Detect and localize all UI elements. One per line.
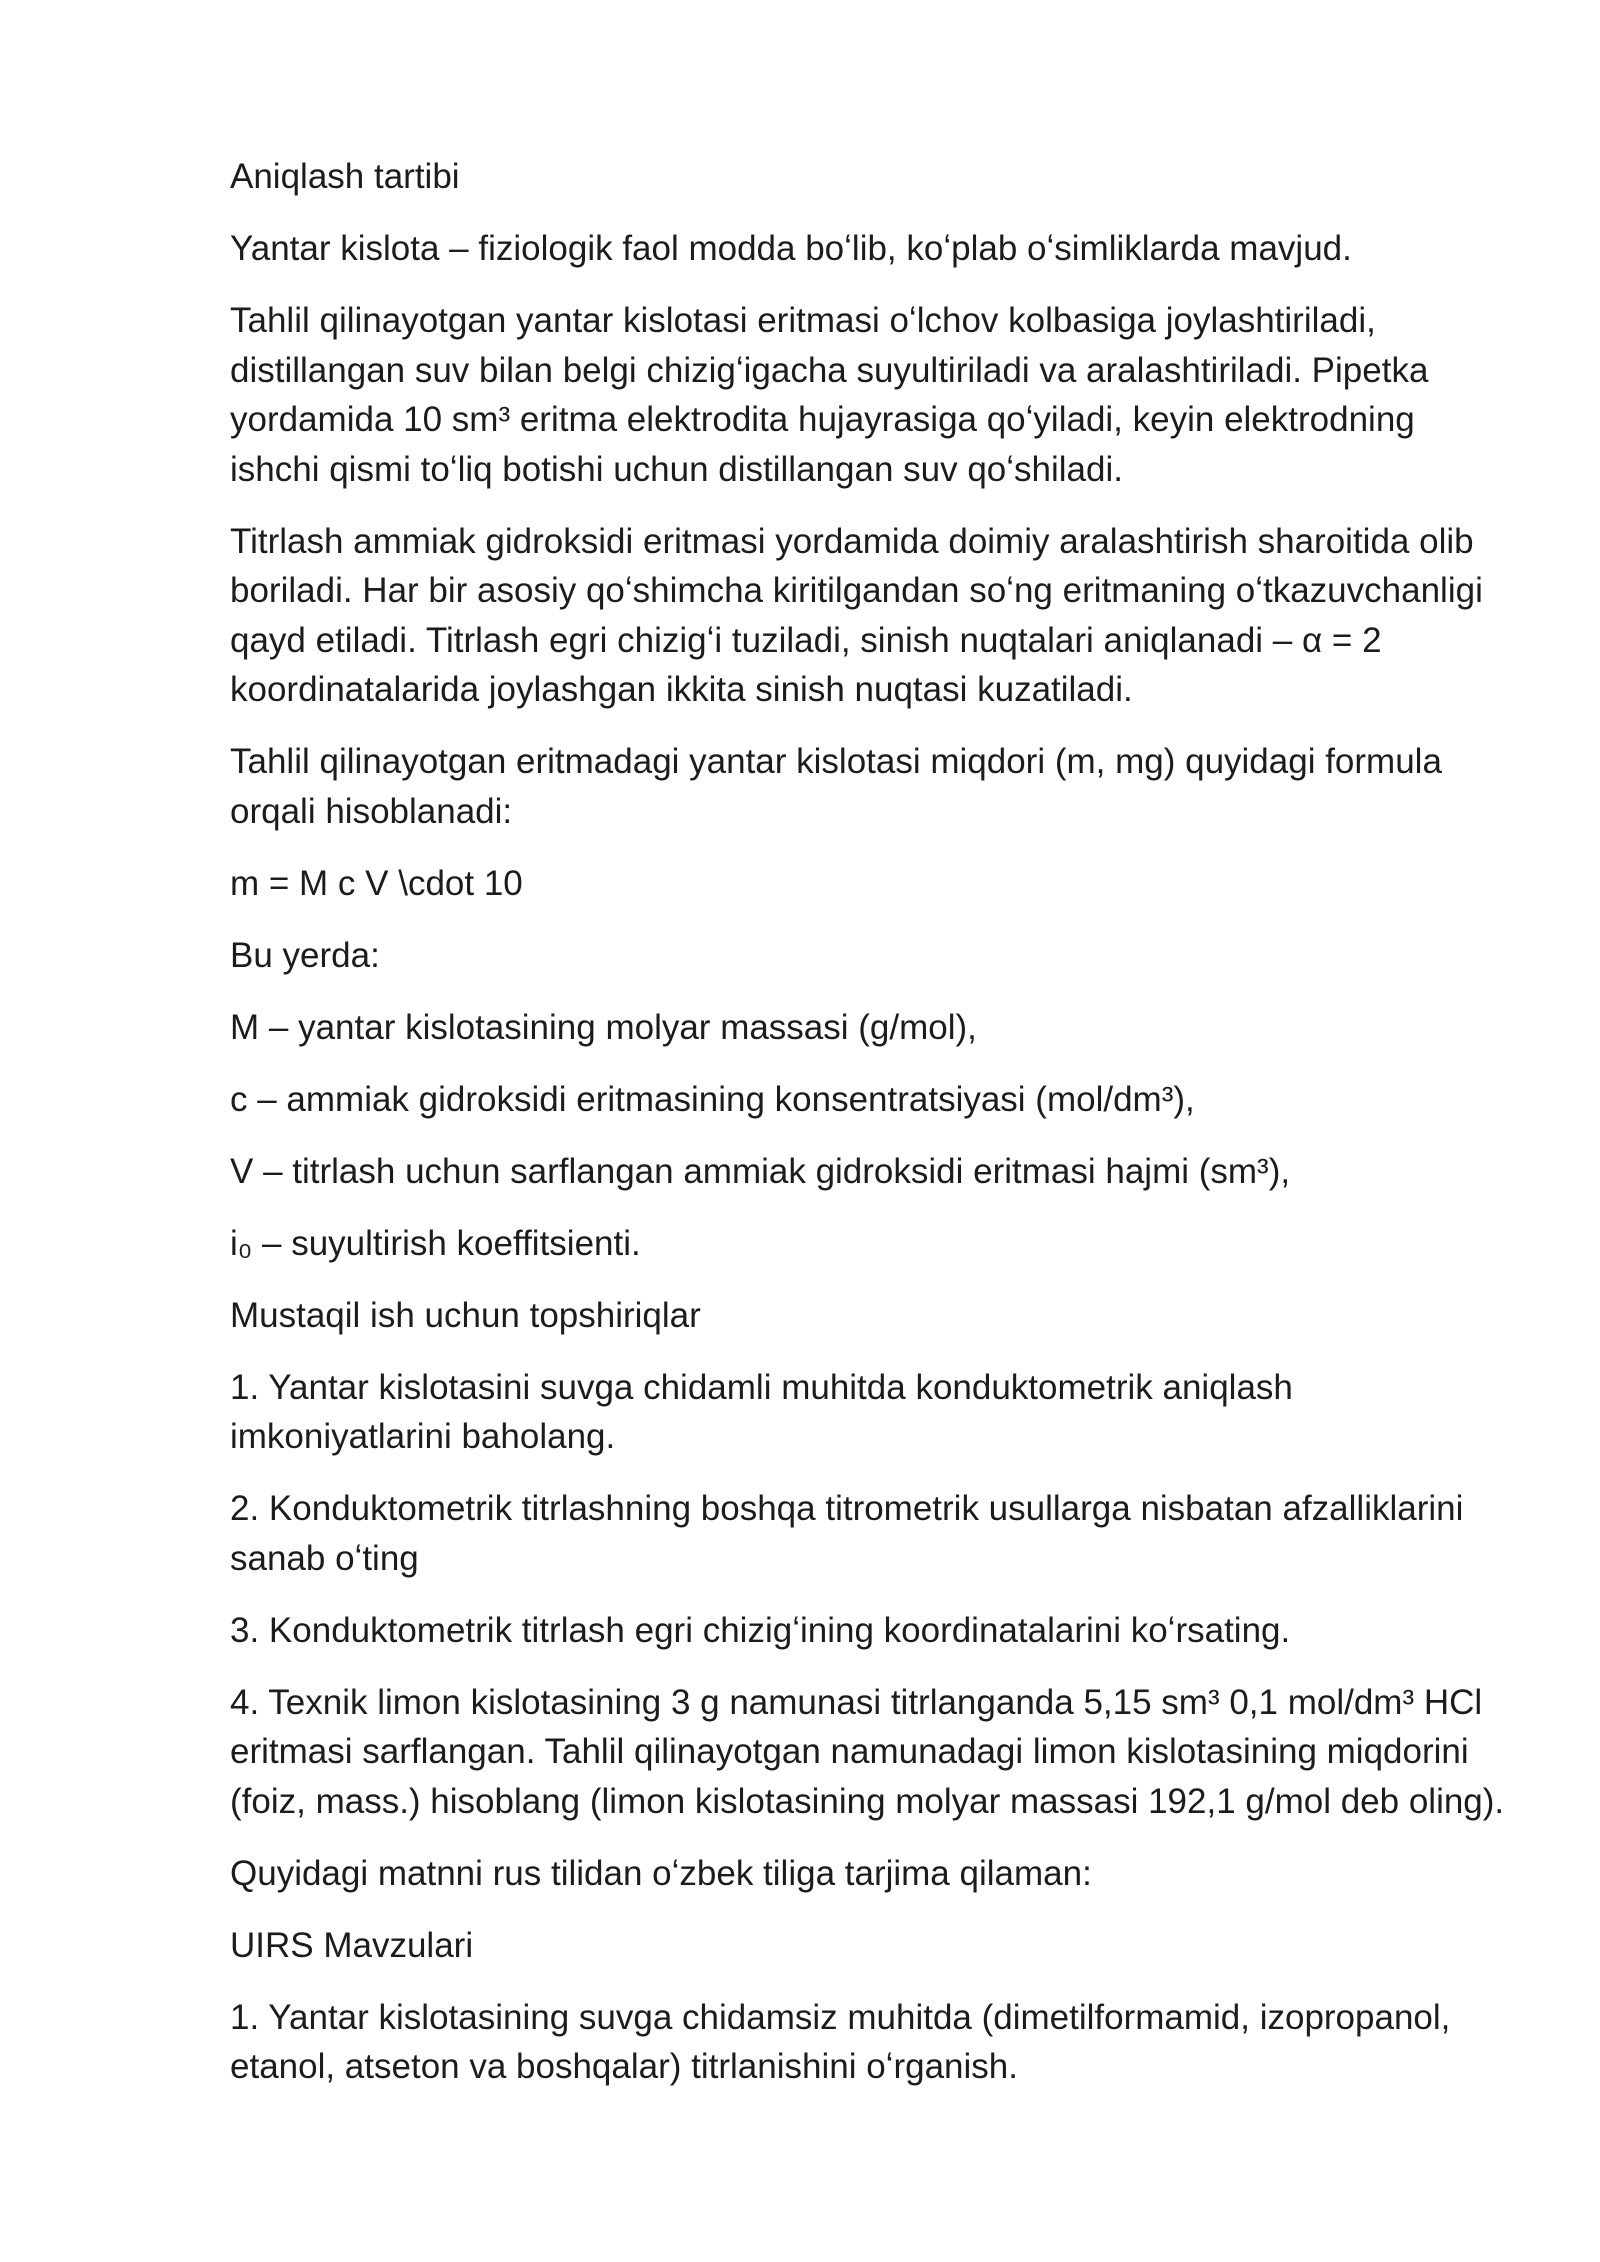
paragraph-line: orqali hisoblanadi:	[230, 791, 513, 831]
intro-text: Yantar kislota – fiziologik faol modda boʻlib, koʻplab oʻsimliklarda mavjud.	[230, 229, 1352, 268]
task-line: sanab oʻting	[230, 1538, 419, 1578]
task-line: 3. Konduktometrik titrlash egri chizigʻining koordinatalarini koʻrsating.	[230, 1610, 1291, 1650]
uirs-topic-line: 1. Yantar kislotasining suvga chidamsiz muhitda (dimetilformamid, izopropanol,	[230, 1997, 1451, 2037]
procedure-paragraph-sample-prep	[230, 296, 1600, 494]
formula	[230, 859, 1600, 909]
paragraph-line: qayd etiladi. Titrlash egri chizigʻi tuziladi, sinish nuqtalari aniqlanadi – α = 2	[230, 620, 1382, 660]
paragraph-line: Tahlil qilinayotgan eritmadagi yantar kislotasi miqdori (m, mg) quyidagi formula	[230, 742, 1442, 781]
uirs-topic-1	[230, 1993, 1600, 2092]
translation-note	[230, 1849, 1600, 1899]
uirs-heading	[230, 1921, 1600, 1971]
intro-paragraph	[230, 224, 1600, 274]
section-title-text: Aniqlash tartibi	[230, 157, 460, 196]
task-item-2	[230, 1484, 1600, 1583]
tasks-heading	[230, 1291, 1600, 1341]
task-line: imkoniyatlarini baholang.	[230, 1417, 616, 1456]
where-label-text: Bu yerda:	[230, 935, 380, 975]
translation-note-text: Quyidagi matnni rus tilidan oʻzbek tiliga tarjima qilaman:	[230, 1853, 1092, 1893]
paragraph-line: distillangan suv bilan belgi chizigʻigacha suyultiriladi va aralashtiriladi. Pipetka	[230, 350, 1429, 390]
variable-definition-m	[230, 1003, 1600, 1053]
section-title	[230, 152, 1600, 202]
uirs-heading-text: UIRS Mavzulari	[230, 1925, 474, 1965]
paragraph-line: ishchi qismi toʻliq botishi uchun distillangan suv qoʻshiladi.	[230, 449, 1123, 489]
paragraph-line: koordinatalarida joylashgan ikkita sinish nuqtasi kuzatiladi.	[230, 670, 1133, 709]
task-item-4	[230, 1678, 1600, 1827]
variable-definition: i₀ – suyultirish koeffitsienti.	[230, 1223, 641, 1263]
formula-text: m = M c V \cdot 10	[230, 863, 523, 903]
uirs-topic-line: etanol, atseton va boshqalar) titrlanishini oʻrganish.	[230, 2047, 1018, 2086]
variable-definition: c – ammiak gidroksidi eritmasining konsentratsiyasi (mol/dm³),	[230, 1079, 1195, 1119]
task-line: eritmasi sarflangan. Tahlil qilinayotgan namunadagi limon kislotasining miqdorini	[230, 1732, 1469, 1771]
where-label	[230, 931, 1600, 981]
paragraph-line: yordamida 10 sm³ eritma elektrodita hujayrasiga qoʻyiladi, keyin elektrodning	[230, 400, 1415, 439]
task-item-3	[230, 1606, 1600, 1656]
variable-definition-c	[230, 1075, 1600, 1125]
paragraph-line: Tahlil qilinayotgan yantar kislotasi eritmasi oʻlchov kolbasiga joylashtiriladi,	[230, 301, 1376, 340]
paragraph-line: boriladi. Har bir asosiy qoʻshimcha kiritilgandan soʻng eritmaning oʻtkazuvchanligi	[230, 571, 1483, 610]
paragraph-line: Titrlash ammiak gidroksidi eritmasi yordamida doimiy aralashtirish sharoitida olib	[230, 521, 1474, 561]
tasks-heading-text: Mustaqil ish uchun topshiriqlar	[230, 1295, 701, 1335]
variable-definition-v	[230, 1147, 1600, 1197]
task-line: (foiz, mass.) hisoblang (limon kislotasining molyar massasi 192,1 g/mol deb oling).	[230, 1781, 1505, 1821]
variable-definition-i0	[230, 1219, 1600, 1269]
variable-definition: V – titrlash uchun sarflangan ammiak gidroksidi eritmasi hajmi (sm³),	[230, 1151, 1291, 1191]
task-item-1	[230, 1363, 1600, 1462]
procedure-paragraph-calculation	[230, 737, 1600, 836]
task-line: 4. Texnik limon kislotasining 3 g namunasi titrlanganda 5,15 sm³ 0,1 mol/dm³ HCl	[230, 1682, 1483, 1722]
procedure-paragraph-titration	[230, 517, 1600, 715]
variable-definition: M – yantar kislotasining molyar massasi (g/mol),	[230, 1007, 977, 1047]
task-line: 2. Konduktometrik titrlashning boshqa titrometrik usullarga nisbatan afzalliklarini	[230, 1489, 1464, 1528]
task-line: 1. Yantar kislotasini suvga chidamli muhitda konduktometrik aniqlash	[230, 1367, 1293, 1407]
